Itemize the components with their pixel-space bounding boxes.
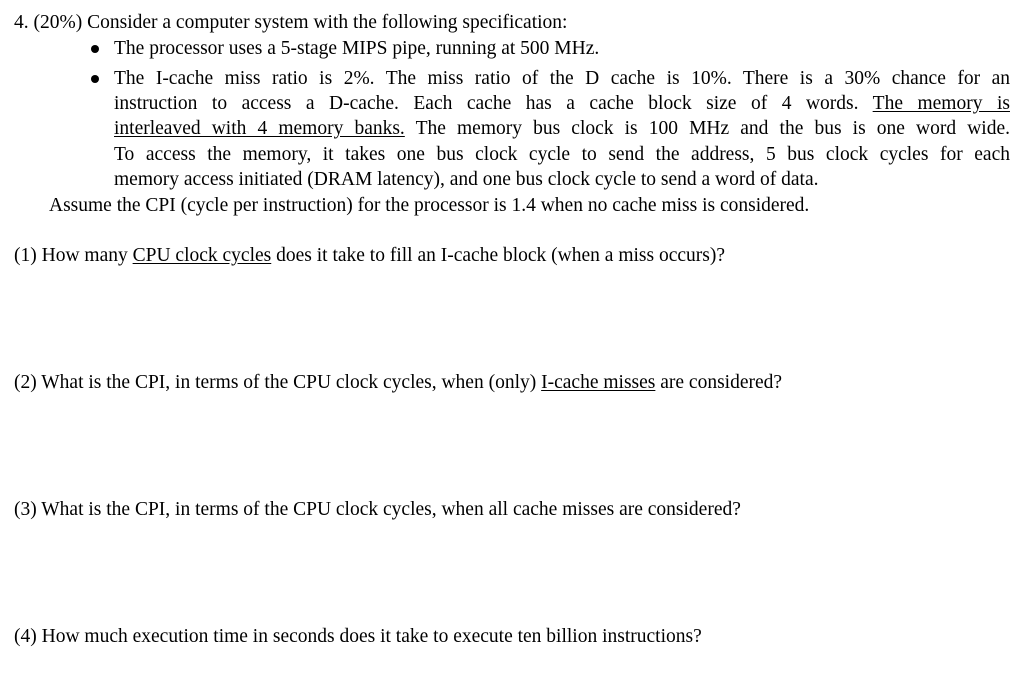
spec-memory-bus-text: The memory bus clock is 100 MHz and the bus is one word wide. — [415, 118, 1010, 139]
question-2-start: (2) What is the CPI, in terms of the CPU clock cycles, when (only) — [14, 372, 537, 393]
question-2-underlined: I-cache misses — [541, 372, 656, 393]
spec-cache-line-1: The I-cache miss ratio is 2%. The miss ratio of the D cache is 10%. There is a 30% chance for an — [114, 68, 1010, 89]
question-1-end: does it take to fill an I-cache block (when a miss occurs)? — [276, 245, 725, 266]
spec-cache-line-3 — [114, 116, 1010, 142]
spec-cache-line-4: To access the memory, it takes one bus clock cycle to send the address, 5 bus clock cycles for each — [114, 144, 1010, 165]
spec-cache-line-2 — [114, 91, 1010, 117]
spec-cache-line-5: memory access initiated (DRAM latency), and one bus clock cycle to send a word of data. — [114, 169, 819, 190]
assumption-text: Assume the CPI (cycle per instruction) for the processor is 1.4 when no cache miss is considered. — [49, 195, 810, 216]
question-2 — [14, 370, 782, 396]
question-1 — [14, 243, 725, 269]
question-1-underlined: CPU clock cycles — [132, 245, 272, 266]
bullet-icon — [91, 75, 99, 83]
question-4: (4) How much execution time in seconds does it take to execute ten billion instructions? — [14, 626, 702, 647]
bullet-icon — [91, 45, 99, 53]
spec-memory-underlined-start: The memory is — [872, 93, 1010, 114]
question-2-end: are considered? — [660, 372, 783, 393]
spec-memory-interleaving: interleaved with 4 memory banks. — [114, 118, 405, 139]
spec-block-size-text: instruction to access a D-cache. Each cache has a cache block size of 4 words. — [114, 93, 859, 114]
spec-processor: The processor uses a 5-stage MIPS pipe, running at 500 MHz. — [114, 38, 600, 59]
problem-heading: 4. (20%) Consider a computer system with the following specification: — [14, 12, 568, 33]
question-1-start: (1) How many — [14, 245, 128, 266]
question-3: (3) What is the CPI, in terms of the CPU clock cycles, when all cache misses are considered? — [14, 499, 741, 520]
